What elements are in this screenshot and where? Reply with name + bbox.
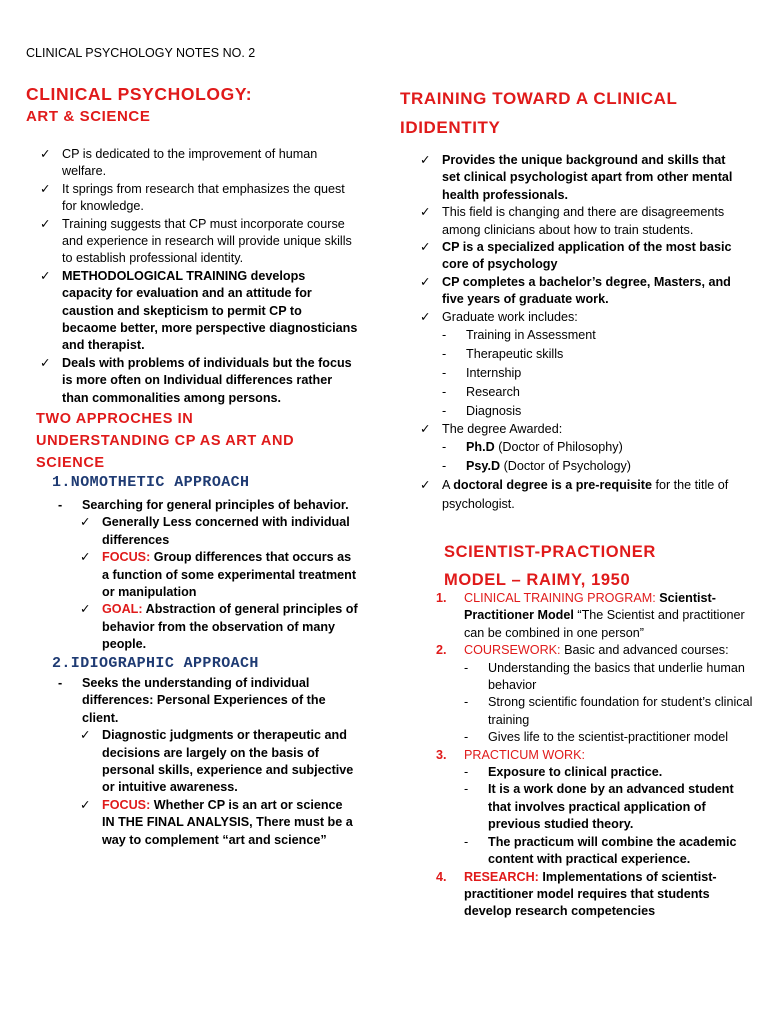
list-item: - Research — [442, 385, 520, 400]
cp-bullet-list — [40, 146, 358, 407]
list-item: - The practicum will combine the academic content with practical experience. — [464, 834, 737, 867]
check-icon: ✓ — [420, 309, 431, 324]
section-heading-clinical-psychology: CLINICAL PSYCHOLOGY: — [26, 84, 253, 104]
list-item: ✓ CP is dedicated to the improvement of human welfare. — [40, 147, 318, 179]
nomothetic-heading: 1.NOMOTHETIC APPROACH — [52, 474, 250, 491]
check-icon: ✓ — [80, 515, 91, 530]
list-item: - Psy.D (Doctor of Psychology) — [442, 459, 631, 474]
list-item: ✓ CP completes a bachelor’s degree, Masters, and five years of graduate work. — [420, 274, 731, 307]
list-item: ✓ A doctoral degree is a pre-requisite for the title of psychologist. — [420, 478, 729, 512]
idiographic-block — [58, 675, 358, 849]
check-icon: ✓ — [80, 550, 91, 565]
two-approaches-heading: TWO APPROCHES IN UNDERSTANDING CP AS ART AND SCIENCE — [36, 411, 295, 471]
check-icon: ✓ — [40, 147, 51, 161]
focus-label: FOCUS: — [102, 550, 151, 565]
check-icon: ✓ — [420, 478, 431, 493]
list-item: - Ph.D (Doctor of Philosophy) — [442, 440, 623, 455]
check-icon: ✓ — [80, 602, 91, 617]
list-item: - Therapeutic skills — [442, 347, 564, 362]
list-item: ✓ Training suggests that CP must incorporate course and experience in research will provide unique skills to establish professional identity. — [40, 216, 352, 266]
list-item: 2. COURSEWORK: Basic and advanced courses: — [436, 643, 729, 658]
list-item: ✓ CP is a specialized application of the most basic core of psychology — [420, 240, 732, 272]
training-bullet-list — [420, 152, 740, 514]
list-item: ✓ The degree Awarded: — [420, 421, 740, 438]
check-icon: ✓ — [40, 355, 51, 370]
check-icon: ✓ — [40, 268, 51, 283]
list-item: - Training in Assessment — [442, 328, 596, 343]
degree-list — [420, 438, 740, 476]
idiographic-heading: 2.IDIOGRAPHIC APPROACH — [52, 655, 259, 672]
check-icon: ✓ — [40, 181, 51, 196]
document-title: CLINICAL PSYCHOLOGY NOTES NO. 2 — [26, 46, 256, 60]
list-item: ✓ Diagnostic judgments or therapeutic and decisions are largely on the basis of personal skills, experience and subjective or intuitive awareness. — [80, 728, 354, 795]
check-icon: ✓ — [80, 797, 91, 812]
focus-label: FOCUS: — [102, 797, 151, 812]
idiographic-checklist — [58, 727, 358, 849]
training-heading: TRAINING TOWARD A CLINICAL IDIDENTITY — [400, 89, 678, 137]
check-icon: ✓ — [420, 274, 431, 289]
list-item: ✓ METHODOLOGICAL TRAINING develops capacity for evaluation and an attitude for caustion and skepticism to permit CP to becaome better, more perspective diagnosticians and therapist. — [40, 268, 358, 353]
list-item: - Gives life to the scientist-practitioner model — [464, 730, 729, 745]
practicum-label: PRACTICUM WORK: — [464, 747, 586, 762]
list-item: - Seeks the understanding of individual differences: Personal Experiences of the client. — [58, 676, 326, 725]
list-item: ✓ Deals with problems of individuals but the focus is more often on Individual differences rather than commonalities among persons. — [40, 355, 352, 405]
scientist-practitioner-list — [436, 590, 756, 921]
list-item: ✓ This field is changing and there are disagreements among clinicians about how to train students. — [420, 205, 725, 237]
list-item: ✓ GOAL: Abstraction of general principles of behavior from the observation of many people. — [80, 602, 358, 652]
graduate-work-list — [420, 326, 740, 421]
list-item: - It is a work done by an advanced student that involves practical application of previous studied theory. — [464, 782, 734, 832]
list-item: 3. PRACTICUM WORK: — [436, 747, 586, 762]
nomothetic-checklist — [58, 514, 358, 653]
check-icon: ✓ — [40, 216, 51, 231]
coursework-list — [436, 660, 756, 747]
list-item: ✓ FOCUS: Group differences that occurs as a function of some experimental treatment or manipulation — [80, 550, 357, 600]
check-icon: ✓ — [420, 422, 431, 437]
check-icon: ✓ — [420, 240, 431, 255]
list-item: ✓ It springs from research that emphasizes the quest for knowledge. — [40, 181, 345, 214]
list-item: 1. CLINICAL TRAINING PROGRAM: Scientist-Practitioner Model “The Scientist and practitioner can be combined in one person” — [436, 591, 745, 640]
check-icon: ✓ — [80, 728, 91, 743]
section-subheading-art-science: ART & SCIENCE — [26, 108, 151, 125]
list-item: - Exposure to clinical practice. — [464, 765, 663, 780]
check-icon: ✓ — [420, 153, 431, 167]
research-label: RESEARCH: — [464, 869, 539, 884]
list-item: - Searching for general principles of behavior. — [58, 498, 349, 512]
clinical-training-label: CLINICAL TRAINING PROGRAM: — [464, 591, 656, 605]
list-item: - Strong scientific foundation for student’s clinical training — [464, 695, 753, 727]
scientist-practitioner-heading: SCIENTIST-PRACTIONER MODEL – RAIMY, 1950 — [444, 543, 656, 589]
goal-label: GOAL: — [102, 602, 143, 617]
list-item: ✓ Generally Less concerned with individual differences — [80, 515, 350, 547]
practicum-list — [436, 764, 756, 868]
list-item: - Understanding the basics that underlie human behavior — [464, 660, 745, 693]
list-item: - Internship — [442, 366, 522, 381]
list-item: - Diagnosis — [442, 404, 522, 419]
list-item: ✓ FOCUS: Whether CP is an art or science IN THE FINAL ANALYSIS, There must be a way to complement “art and science” — [80, 797, 353, 847]
list-item: 4. RESEARCH: Implementations of scientist-practitioner model requires that students develop research competencies — [436, 869, 717, 919]
check-icon: ✓ — [420, 205, 431, 220]
nomothetic-block — [58, 497, 358, 654]
list-item: ✓ Provides the unique background and skills that set clinical psychologist apart from other mental health professionals. — [420, 153, 733, 202]
coursework-label: COURSEWORK: — [464, 643, 561, 658]
list-item: ✓ Graduate work includes: — [420, 309, 740, 326]
